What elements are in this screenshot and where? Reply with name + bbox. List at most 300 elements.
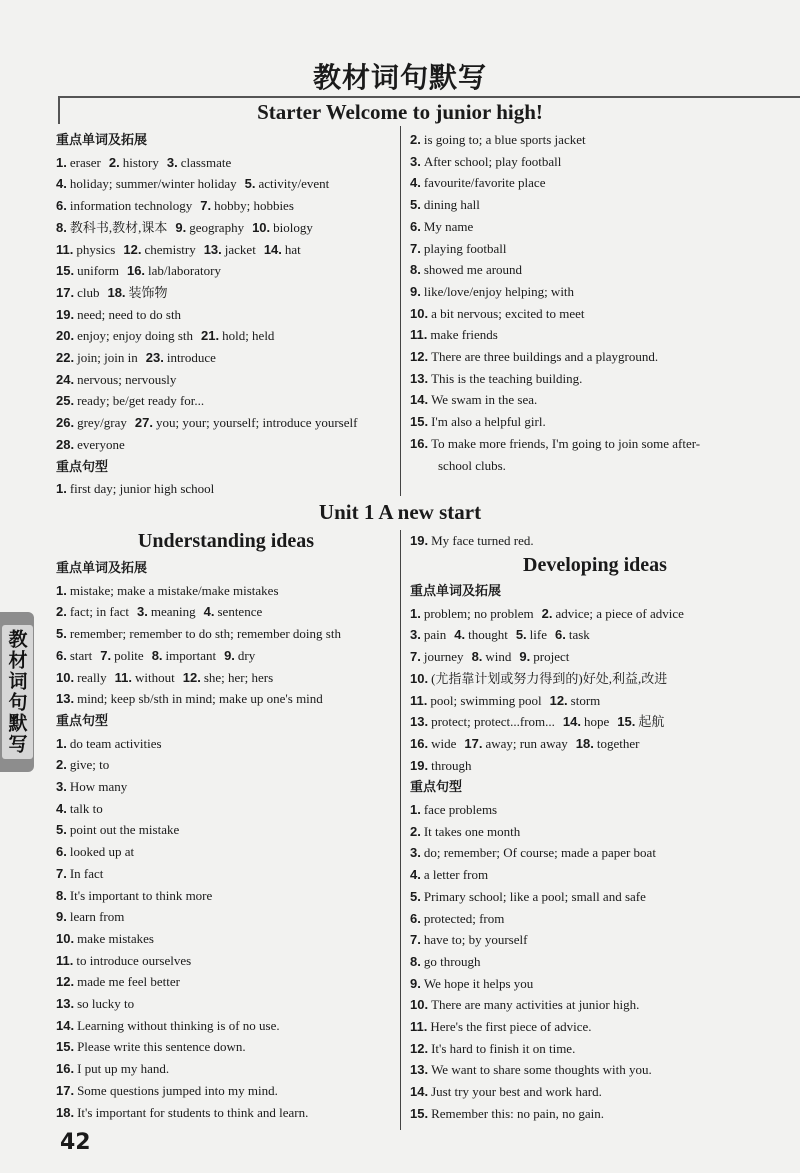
answer-text: hold; held — [222, 328, 275, 344]
answer-number: 17. — [56, 284, 75, 300]
answer-number: 4. — [454, 627, 466, 643]
answer-text: is going to; a blue sports jacket — [423, 132, 586, 147]
answer-number: 11. — [114, 669, 133, 685]
subsection-heading-text: 重点单词及拓展 — [410, 584, 502, 599]
answer-text: go through — [423, 953, 481, 969]
answer-text: without — [135, 669, 175, 685]
subsection-heading — [410, 580, 780, 603]
answer-line — [56, 885, 396, 907]
answer-number: 3. — [137, 604, 148, 620]
answer-text: fact; in fact — [69, 604, 130, 620]
answer-line — [56, 304, 396, 326]
answer-number: 8. — [410, 953, 421, 969]
answer-text: 起航 — [638, 714, 665, 730]
answer-text: We hope it helps you — [423, 975, 534, 991]
answer-text: wind — [485, 649, 512, 665]
answer-line — [56, 217, 396, 239]
answer-number: 14. — [410, 1084, 429, 1100]
answer-text: Learning without thinking is of no use. — [77, 1017, 280, 1033]
answer-number: 2. — [56, 757, 67, 773]
answer-text: hope — [583, 714, 610, 730]
answer-line — [410, 303, 780, 325]
answer-number: 1. — [56, 154, 67, 170]
answer-text: classmate — [180, 154, 232, 170]
answer-line — [56, 667, 396, 689]
answer-text: It's important for students to think and learn. — [77, 1104, 309, 1120]
answer-text: There are many activities at junior high. — [431, 997, 640, 1013]
answer-text: dining hall — [423, 197, 480, 213]
answer-number: 2. — [56, 604, 67, 620]
answer-text: storm — [570, 692, 601, 708]
answer-number: 11. — [410, 1019, 428, 1035]
answer-number: 8. — [471, 649, 483, 665]
answer-number: 10. — [252, 219, 271, 235]
answer-number: 7. — [410, 649, 421, 665]
answer-line — [410, 755, 780, 777]
answer-number: 10. — [56, 669, 75, 685]
answer-line — [56, 173, 396, 195]
answer-number: 16. — [410, 435, 429, 451]
answer-line — [56, 928, 396, 950]
answer-text: through — [431, 757, 472, 773]
answer-line — [410, 1038, 780, 1060]
answer-line — [56, 906, 396, 928]
answer-text: sentence — [217, 604, 263, 620]
answer-number: 21. — [201, 328, 220, 344]
unit1-right-top-column — [410, 530, 780, 552]
answer-line — [56, 478, 396, 500]
answer-line — [410, 172, 780, 194]
answer-line — [410, 994, 780, 1016]
answer-text: give; to — [69, 757, 110, 773]
answer-text: Some questions jumped into my mind. — [77, 1082, 278, 1098]
answer-number: 13. — [56, 691, 75, 707]
answer-text: favourite/favorite place — [423, 175, 546, 191]
answer-number: 6. — [56, 844, 67, 860]
answer-number: 2. — [108, 154, 120, 170]
answer-text: advice; a piece of advice — [555, 605, 684, 621]
subsection-heading — [56, 129, 396, 152]
answer-number: 14. — [562, 714, 581, 730]
answer-number: 12. — [182, 669, 201, 685]
answer-text: Please write this sentence down. — [77, 1039, 246, 1055]
answer-number: 5. — [244, 176, 256, 192]
answer-text: hat — [284, 241, 301, 257]
subsection-heading — [410, 776, 780, 799]
answer-text: make mistakes — [77, 930, 154, 946]
answer-number: 11. — [56, 241, 74, 257]
answer-line — [410, 973, 780, 995]
answer-text: together — [596, 735, 640, 751]
answer-text: looked up at — [69, 844, 135, 860]
answer-text: It takes one month — [423, 823, 521, 839]
answer-line — [56, 1080, 396, 1102]
subsection-heading-text: 重点句型 — [410, 780, 463, 796]
answer-text: 教科书,教材,课本 — [69, 219, 168, 235]
answer-line — [56, 623, 396, 645]
answer-number: 4. — [203, 604, 215, 620]
answer-text: To make more friends, I'm going to join some after- — [431, 435, 701, 451]
answer-text: problem; no problem — [423, 605, 534, 621]
subsection-heading-text: 重点句型 — [56, 713, 109, 729]
answer-number: 3. — [56, 779, 67, 795]
answer-number: 6. — [56, 198, 67, 214]
answer-text: learn from — [69, 909, 125, 925]
answer-line — [56, 841, 396, 863]
answer-number: 12. — [56, 974, 75, 990]
answer-text: project — [533, 649, 570, 665]
answer-text: holiday; summer/winter holiday — [69, 176, 237, 192]
answer-line — [56, 645, 396, 667]
subsection-heading-text: 重点句型 — [56, 459, 109, 475]
answer-number: 2. — [410, 132, 421, 147]
answer-line — [410, 603, 780, 625]
answer-number: 14. — [56, 1017, 75, 1033]
starter-left-column — [56, 129, 396, 500]
answer-line — [56, 260, 396, 282]
answer-number: 19. — [410, 757, 429, 773]
answer-number: 5. — [410, 888, 421, 904]
subsection-heading-text: 重点单词及拓展 — [56, 133, 148, 148]
answer-text: geography — [189, 219, 245, 235]
answer-text: first day; junior high school — [69, 481, 215, 497]
answer-text: a bit nervous; excited to meet — [431, 305, 585, 321]
answer-number: 12. — [123, 241, 142, 257]
answer-number: 1. — [410, 802, 421, 818]
answer-number: 15. — [410, 414, 429, 430]
answer-line — [56, 776, 396, 798]
answer-text: task — [568, 627, 590, 643]
answer-text: enjoy; enjoy doing sth — [77, 328, 193, 344]
answer-line — [410, 324, 780, 346]
answer-text: Just try your best and work hard. — [431, 1084, 602, 1100]
answer-text: to introduce ourselves — [76, 952, 192, 968]
answer-text: I put up my hand. — [77, 1061, 170, 1077]
answer-number: 15. — [56, 1039, 75, 1055]
answer-line — [410, 951, 780, 973]
side-tab-label: 教材词句默写 — [2, 625, 33, 759]
answer-continuation: school clubs. — [438, 457, 506, 473]
answer-number: 4. — [410, 175, 421, 191]
answer-number: 11. — [56, 952, 74, 968]
answer-text: she; her; hers — [203, 669, 274, 685]
answer-number: 9. — [410, 283, 421, 299]
answer-text: start — [69, 647, 93, 663]
answer-number: 15. — [410, 1105, 429, 1121]
answer-number: 13. — [410, 370, 429, 386]
answer-line — [56, 580, 396, 602]
answer-text: In fact — [69, 865, 104, 881]
frame-top-rule — [58, 96, 800, 98]
answer-line — [56, 1102, 396, 1124]
answer-number: 3. — [410, 153, 421, 169]
answer-text: After school; play football — [423, 153, 562, 169]
answer-number: 9. — [224, 647, 235, 663]
answer-number: 25. — [56, 393, 75, 409]
answer-text: important — [165, 647, 217, 663]
answer-text: hobby; hobbies — [214, 198, 294, 214]
answer-line — [410, 389, 780, 411]
unit1-right-column — [410, 580, 780, 1125]
answer-text: talk to — [69, 800, 103, 816]
answer-number: 3. — [166, 154, 178, 170]
answer-line — [410, 194, 780, 216]
answer-number: 16. — [410, 735, 429, 751]
answer-line — [56, 239, 396, 261]
answer-number: 7. — [410, 932, 421, 948]
answer-line — [410, 238, 780, 260]
answer-number: 7. — [56, 865, 67, 881]
answer-text: My name — [423, 218, 474, 234]
answer-text: mind; keep sb/sth in mind; make up one's mind — [77, 691, 323, 707]
answer-text: lab/laboratory — [148, 263, 221, 279]
answer-text: eraser — [69, 154, 101, 170]
answer-number: 11. — [410, 327, 428, 343]
answer-number: 16. — [56, 1061, 75, 1077]
answer-number: 19. — [410, 533, 429, 548]
answer-line — [410, 346, 780, 368]
answer-line — [56, 1058, 396, 1080]
answer-line — [410, 1103, 780, 1125]
answer-text: It's hard to finish it on time. — [431, 1040, 576, 1056]
answer-number: 1. — [56, 481, 67, 497]
column-divider-bottom — [400, 530, 401, 1130]
answer-text: journey — [423, 649, 464, 665]
answer-line — [56, 688, 396, 710]
answer-line — [410, 433, 780, 455]
answer-number: 8. — [56, 887, 67, 903]
answer-text: 装饰物 — [128, 284, 168, 300]
answer-number: 15. — [56, 263, 75, 279]
answer-number: 13. — [410, 1062, 429, 1078]
answer-text: protect; protect...from... — [431, 714, 555, 730]
answer-text: This is the teaching building. — [431, 370, 583, 386]
answer-number: 5. — [56, 822, 67, 838]
answer-text: made me feel better — [77, 974, 180, 990]
answer-line — [410, 711, 780, 733]
answer-line — [56, 754, 396, 776]
answer-text: My face turned red. — [431, 533, 534, 548]
answer-number: 7. — [410, 240, 421, 256]
answer-number: 12. — [410, 1040, 429, 1056]
answer-text: away; run away — [485, 735, 568, 751]
answer-text: chemistry — [144, 241, 196, 257]
answer-number: 13. — [203, 241, 222, 257]
answer-line — [56, 1015, 396, 1037]
answer-text: physics — [76, 241, 116, 257]
answer-number: 1. — [56, 582, 67, 598]
answer-line — [410, 624, 780, 646]
answer-text: How many — [69, 779, 128, 795]
answer-number: 1. — [410, 605, 421, 621]
answer-number: 7. — [200, 198, 212, 214]
answer-number: 28. — [56, 436, 75, 452]
answer-number: 14. — [263, 241, 282, 257]
answer-line — [410, 864, 780, 886]
answer-line — [410, 799, 780, 821]
answer-text: need; need to do sth — [77, 306, 182, 322]
answer-text: We swam in the sea. — [431, 392, 538, 408]
answer-number: 8. — [56, 219, 67, 235]
answer-text: like/love/enjoy helping; with — [423, 283, 575, 299]
answer-line — [410, 216, 780, 238]
answer-text: activity/event — [258, 176, 330, 192]
answer-line — [56, 733, 396, 755]
answer-text: everyone — [77, 436, 125, 452]
answer-line — [410, 1016, 780, 1038]
answer-text: do; remember; Of course; made a paper boat — [423, 845, 656, 861]
answer-text: club — [77, 284, 100, 300]
answer-number: 3. — [410, 845, 421, 861]
answer-line — [56, 369, 396, 391]
answer-number: 15. — [617, 714, 636, 730]
answer-number: 24. — [56, 371, 75, 387]
column-divider-top — [400, 126, 401, 496]
answer-line — [410, 1081, 780, 1103]
answer-number: 26. — [56, 415, 75, 431]
answer-text: dry — [237, 647, 256, 663]
answer-number: 16. — [126, 263, 146, 279]
answer-line — [56, 798, 396, 820]
answer-number: 19. — [56, 306, 75, 322]
answer-text: make friends — [430, 327, 498, 343]
answer-number: 14. — [410, 392, 429, 408]
answer-text: history — [122, 154, 159, 170]
answer-number: 23. — [145, 350, 164, 366]
answer-number: 2. — [541, 605, 553, 621]
answer-text: have to; by yourself — [423, 932, 528, 948]
answer-line — [56, 282, 396, 304]
answer-number: 27. — [134, 415, 153, 431]
answer-line — [56, 601, 396, 623]
answer-number: 10. — [410, 305, 429, 321]
answer-text: There are three buildings and a playground. — [431, 349, 659, 365]
answer-number: 10. — [410, 670, 429, 686]
answer-number: 11. — [410, 692, 428, 708]
starter-right-column — [410, 129, 780, 476]
answer-text: you; your; yourself; introduce yourself — [155, 415, 358, 431]
answer-line — [56, 819, 396, 841]
answer-number: 18. — [107, 284, 126, 300]
page-number: 42 — [60, 1130, 91, 1155]
answer-text: point out the mistake — [69, 822, 180, 838]
answer-number: 9. — [519, 649, 531, 665]
answer-number: 17. — [464, 735, 483, 751]
answer-number: 9. — [410, 975, 421, 991]
page-title: 教材词句默写 — [312, 61, 487, 94]
answer-number: 20. — [56, 328, 75, 344]
answer-line — [56, 412, 396, 434]
answer-line — [410, 646, 780, 668]
answer-text: Remember this: no pain, no gain. — [431, 1105, 605, 1121]
answer-line — [410, 368, 780, 390]
answer-text: showed me around — [423, 262, 523, 278]
answer-text: jacket — [224, 241, 256, 257]
answer-text: mistake; make a mistake/make mistakes — [69, 582, 279, 598]
answer-number: 18. — [575, 735, 594, 751]
answer-text: Here's the first piece of advice. — [430, 1019, 592, 1035]
answer-line — [410, 733, 780, 755]
answer-line — [410, 929, 780, 951]
answer-number: 4. — [56, 800, 67, 816]
answer-text: pain — [423, 627, 447, 643]
answer-number: 12. — [549, 692, 568, 708]
side-tab — [0, 612, 34, 772]
answer-line — [410, 886, 780, 908]
answer-text: introduce — [166, 350, 216, 366]
answer-number: 22. — [56, 350, 75, 366]
answer-number: 5. — [515, 627, 527, 643]
developing-ideas-title: Developing ideas — [523, 554, 667, 576]
subsection-heading — [56, 456, 396, 479]
answer-text: pool; swimming pool — [430, 692, 542, 708]
answer-number: 9. — [175, 219, 187, 235]
answer-text: playing football — [423, 240, 507, 256]
answer-number: 4. — [410, 867, 421, 883]
answer-number: 1. — [56, 735, 67, 751]
answer-line — [410, 281, 780, 303]
answer-text: ready; be/get ready for... — [77, 393, 205, 409]
answer-number: 6. — [554, 627, 566, 643]
answer-line — [410, 259, 780, 281]
answer-text: protected; from — [423, 910, 505, 926]
answer-line — [410, 821, 780, 843]
answer-text: information technology — [69, 198, 193, 214]
answer-line — [410, 530, 780, 552]
answer-number: 2. — [410, 823, 421, 839]
answer-number: 9. — [56, 909, 67, 925]
unit1-left-column — [56, 557, 396, 1123]
answer-line — [410, 129, 780, 151]
answer-number: 4. — [56, 176, 67, 192]
answer-number: 18. — [56, 1104, 75, 1120]
answer-number: 3. — [410, 627, 421, 643]
answer-number: 7. — [100, 647, 112, 663]
answer-line — [410, 151, 780, 173]
answer-line — [410, 668, 780, 690]
answer-text: really — [77, 669, 107, 685]
answer-text: so lucky to — [77, 996, 135, 1012]
answer-line — [410, 908, 780, 930]
answer-text: uniform — [77, 263, 119, 279]
understanding-ideas-title: Understanding ideas — [137, 530, 315, 552]
answer-text: do team activities — [69, 735, 162, 751]
answer-line — [56, 347, 396, 369]
answer-number: 8. — [410, 262, 421, 278]
answer-number: 5. — [56, 626, 67, 642]
answer-line — [56, 971, 396, 993]
answer-number: 10. — [410, 997, 429, 1013]
answer-text: It's important to think more — [69, 887, 213, 903]
answer-number: 10. — [56, 930, 75, 946]
answer-text: remember; remember to do sth; remember doing sth — [69, 626, 341, 642]
answer-line — [56, 1036, 396, 1058]
answer-line — [410, 411, 780, 433]
answer-text: life — [529, 627, 547, 643]
answer-text: biology — [273, 219, 313, 235]
starter-title: Starter Welcome to junior high! — [257, 100, 543, 124]
answer-text: face problems — [423, 802, 498, 818]
answer-line — [56, 434, 396, 456]
answer-text: wide — [431, 735, 457, 751]
subsection-heading-text: 重点单词及拓展 — [56, 561, 148, 576]
answer-number: 12. — [410, 349, 429, 365]
answer-text: grey/gray — [77, 415, 127, 431]
answer-line — [56, 863, 396, 885]
answer-number: 13. — [56, 996, 75, 1012]
answer-text: meaning — [150, 604, 196, 620]
answer-line — [410, 690, 780, 712]
